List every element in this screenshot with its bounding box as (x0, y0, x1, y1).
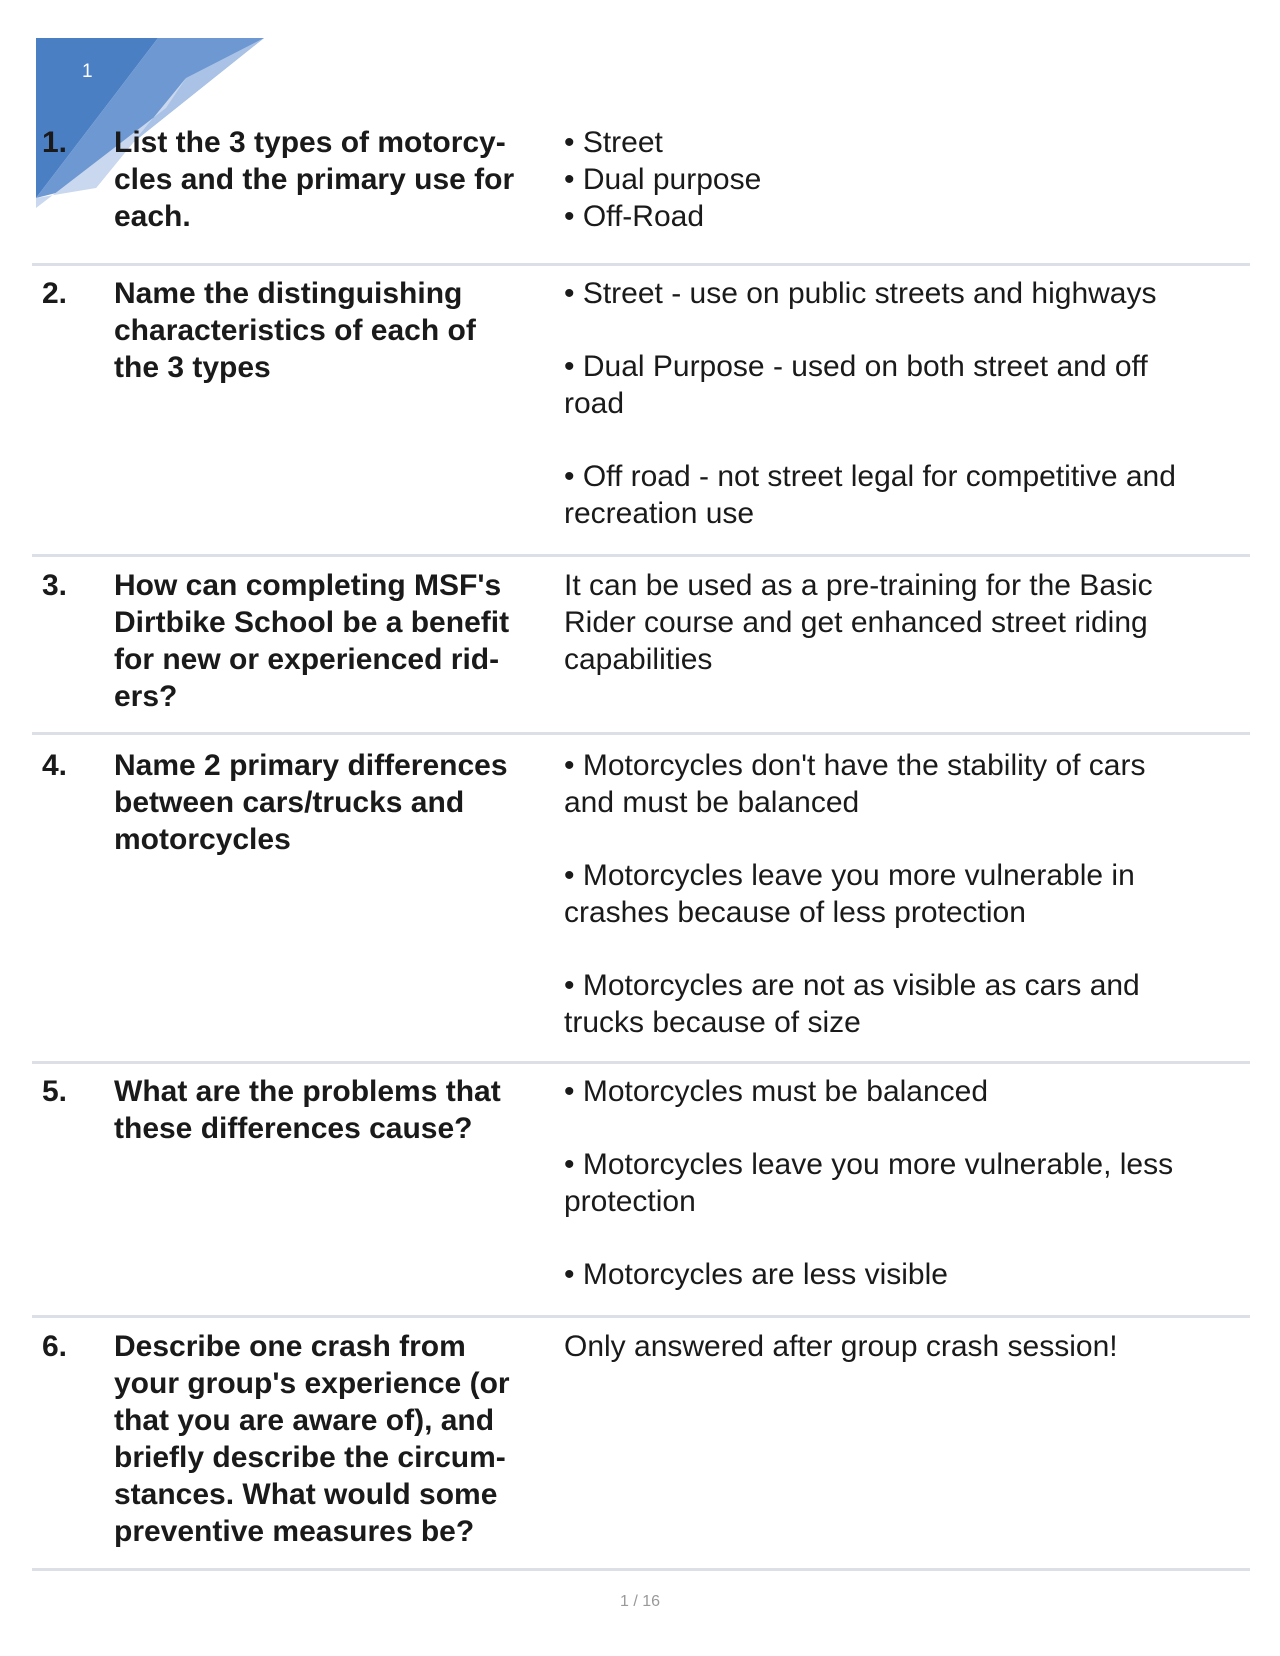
question-text: What are the problems that these differences cause? (114, 1075, 501, 1145)
question-text: Name 2 primary differences between cars/trucks and motorcycles (114, 749, 508, 856)
qa-row-5 (32, 1073, 1250, 1318)
question-number: 2. (42, 277, 68, 310)
answer-text: Only answered after group crash session! (564, 1330, 1118, 1363)
qa-row-2 (32, 275, 1250, 557)
answer-text: • Motorcycles must be balanced • Motorcycles leave you more vulnerable, less protection • Motorcycles are less visible (564, 1075, 1174, 1291)
answer-text: • Street • Dual purpose • Off-Road (564, 126, 762, 233)
question-number: 1. (42, 126, 68, 159)
qa-row-6 (32, 1328, 1250, 1571)
question-number: 6. (42, 1330, 68, 1363)
answer-text: • Motorcycles don't have the stability of cars and must be balanced • Motorcycles leave you more vulnerable in crashes because of less protection • Motorcycles are not as visible as cars and trucks because of size (564, 749, 1146, 1039)
qa-row-4 (32, 747, 1250, 1064)
qa-row-1 (32, 124, 1250, 266)
answer-text: • Street - use on public streets and highways • Dual Purpose - used on both street and off road • Off road - not street legal for competitive and recreation use (564, 277, 1176, 530)
question-number: 3. (42, 569, 68, 602)
question-text: Name the distinguishing characteristics of each of the 3 types (114, 277, 476, 384)
qa-row-3 (32, 567, 1250, 735)
question-text: How can completing MSF's Dirtbike School be a benefit for new or experienced rid- ers? (114, 569, 510, 713)
question-text: List the 3 types of motorcy- cles and the primary use for each. (114, 126, 515, 233)
answer-text: It can be used as a pre-training for the Basic Rider course and get enhanced street riding capabilities (564, 569, 1153, 676)
question-number: 4. (42, 749, 68, 782)
slide-number-badge: 1 (82, 61, 93, 82)
page-indicator: 1 / 16 (619, 1593, 661, 1610)
question-number: 5. (42, 1075, 68, 1108)
question-text: Describe one crash from your group's experience (or that you are aware of), and briefly describe the circum- stances. What would some preventive measures be? (114, 1330, 510, 1548)
